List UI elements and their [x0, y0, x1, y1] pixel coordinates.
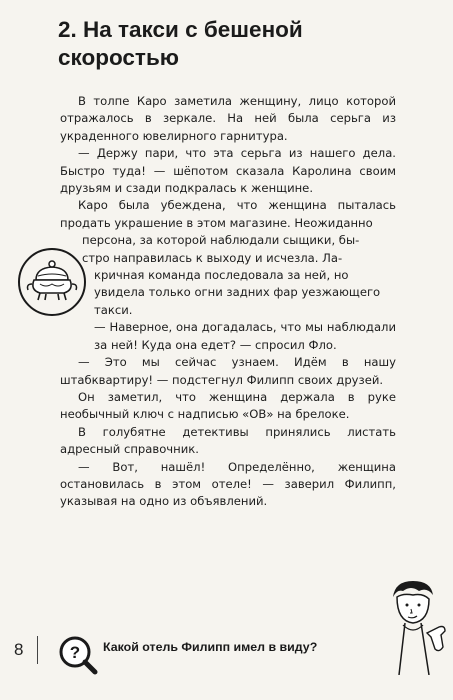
- paragraph: В голубятне детективы принялись листать адресный справочник.: [60, 424, 396, 457]
- detective-boy-illustration: [383, 575, 451, 675]
- paragraph: — Наверное, она догадалась, что мы наблюдали за ней! Куда она едет? — спросил Фло.: [94, 320, 396, 352]
- footer-divider: [37, 636, 38, 664]
- paragraph-line: персона, за которой наблюдали сыщики, бы-: [82, 233, 360, 248]
- paragraph-line: кричная команда последовала за ней, но: [94, 268, 349, 283]
- story-text: [60, 93, 396, 511]
- paragraph: В толпе Каро заметила женщину, лицо которой отражалось в зеркале. На ней была серьга из украденного ювелирного гарнитура.: [60, 94, 396, 143]
- paragraph: — Вот, нашёл! Определённо, женщина остановилась в этом отеле! — заверил Филипп, указывая на одно из объявлений.: [60, 459, 396, 509]
- sugar-bowl-illustration: [16, 246, 88, 318]
- paragraph-line: стро направилась к выходу и исчезла. Ла-: [82, 250, 343, 265]
- magnifier-question-icon: [58, 635, 98, 675]
- page-number: 8: [14, 640, 24, 659]
- paragraph: Каро была убеждена, что женщина пыталась продать украшение в этом магазине. Неожиданно: [60, 198, 396, 230]
- paragraph: Он заметил, что женщина держала в руке необычный ключ с надписью «ОВ» на брелоке.: [60, 389, 396, 422]
- question-text: Какой отель Филипп имел в виду?: [103, 640, 318, 654]
- paragraph: — Это мы сейчас узнаем. Идём в нашу штабквартиру! — подстегнул Филипп своих друзей.: [60, 355, 396, 387]
- svg-text:?: ?: [69, 643, 81, 662]
- paragraph-line: такси.: [94, 302, 133, 317]
- chapter-title: 2. На такси с бешеной скоростью: [58, 17, 303, 70]
- paragraph: — Держу пари, что эта серьга из нашего дела. Быстро туда! — шёпотом сказала Каролина своим друзьям и сзади подкралась к женщине.: [60, 146, 396, 196]
- paragraph-line: увидела только огни задних фар уезжающего: [94, 285, 381, 300]
